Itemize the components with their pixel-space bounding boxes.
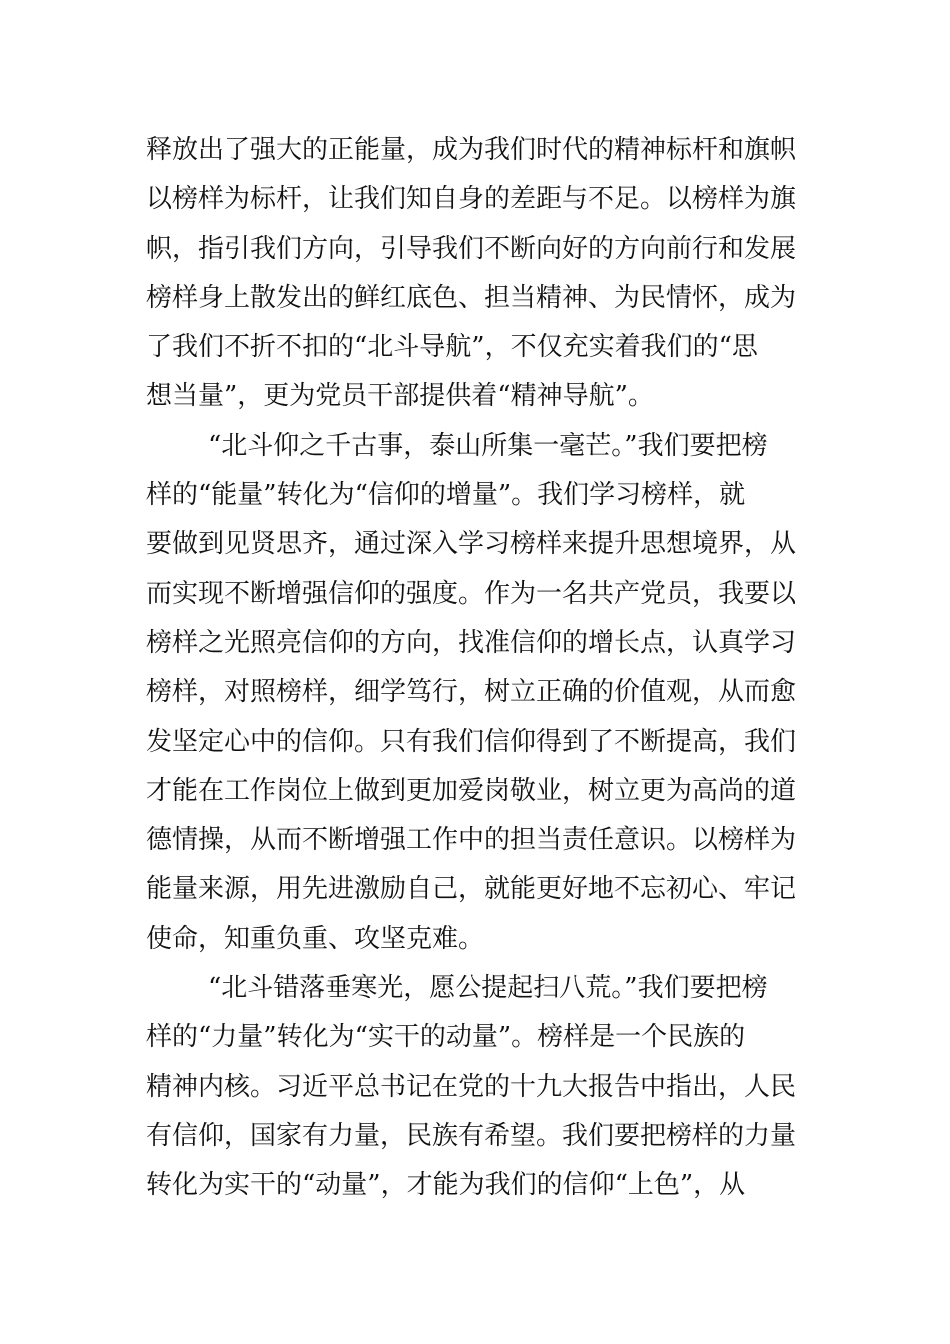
text-line: 能量来源，用先进激励自己，就能更好地不忘初心、牢记 bbox=[146, 874, 797, 905]
paragraph-first-line: “北斗仰之千古事，泰山所集一毫芒。”我们要把榜 bbox=[208, 430, 768, 461]
text-line: 样的“力量”转化为“实干的动量”。榜样是一个民族的 bbox=[146, 1022, 746, 1053]
text-line: 发坚定心中的信仰。只有我们信仰得到了不断提高，我们 bbox=[146, 726, 797, 757]
text-line: 而实现不断增强信仰的强度。作为一名共产党员，我要以 bbox=[146, 578, 797, 609]
text-line: 使命，知重负重、攻坚克难。 bbox=[146, 923, 485, 954]
text-line: 释放出了强大的正能量，成为我们时代的精神标杆和旗帜 bbox=[146, 135, 797, 165]
text-line: 榜样，对照榜样，细学笃行，树立正确的价值观，从而愈 bbox=[146, 677, 797, 708]
text-line: 精神内核。习近平总书记在党的十九大报告中指出，人民 bbox=[146, 1071, 797, 1102]
text-line: 德情操，从而不断增强工作中的担当责任意识。以榜样为 bbox=[146, 825, 797, 856]
text-line: 要做到见贤思齐，通过深入学习榜样来提升思想境界，从 bbox=[146, 529, 797, 560]
paragraph-first-line: “北斗错落垂寒光，愿公提起扫八荒。”我们要把榜 bbox=[208, 973, 768, 1004]
text-line: 榜样身上散发出的鲜红底色、担当精神、为民情怀，成为 bbox=[146, 282, 797, 313]
text-line: 以榜样为标杆，让我们知自身的差距与不足。以榜样为旗 bbox=[146, 184, 797, 215]
text-line: 转化为实干的“动量”，才能为我们的信仰“上色”，从 bbox=[146, 1170, 746, 1201]
text-line: 榜样之光照亮信仰的方向，找准信仰的增长点，认真学习 bbox=[146, 627, 797, 658]
body-text bbox=[146, 126, 808, 1211]
text-line: 有信仰，国家有力量，民族有希望。我们要把榜样的力量 bbox=[146, 1120, 797, 1151]
text-line: 想当量”，更为党员干部提供着“精神导航”。 bbox=[146, 381, 654, 412]
text-line: 样的“能量”转化为“信仰的增量”。我们学习榜样，就 bbox=[146, 480, 746, 511]
text-line: 帜，指引我们方向，引导我们不断向好的方向前行和发展 bbox=[146, 233, 797, 264]
text-line: 了我们不折不扣的“北斗导航”，不仅充实着我们的“思 bbox=[146, 332, 758, 363]
text-line: 才能在工作岗位上做到更加爱岗敬业，树立更为高尚的道 bbox=[146, 775, 797, 806]
